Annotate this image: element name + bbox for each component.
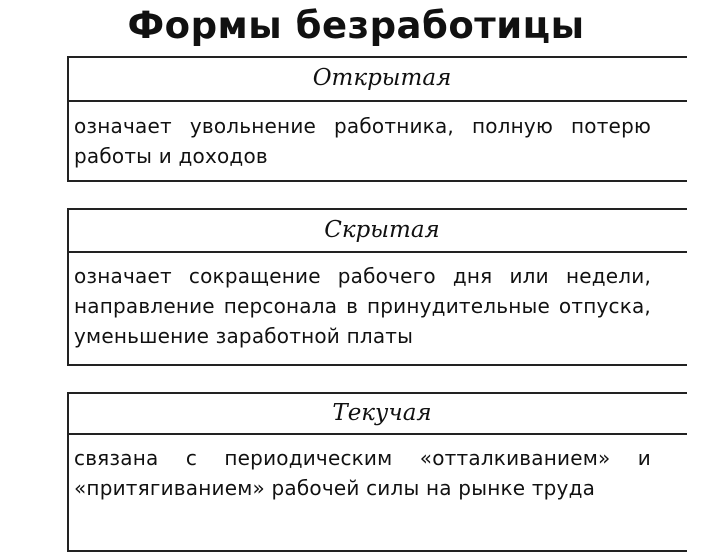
page-title: Формы безработицы: [127, 4, 585, 47]
form-name-hidden: Скрытая: [69, 210, 687, 253]
form-block-open: [67, 56, 687, 182]
form-name-fluid: Текучая: [69, 394, 687, 435]
form-block-hidden: [67, 208, 687, 366]
form-block-fluid: [67, 392, 687, 552]
form-description-fluid: связана с периодическим «отталкиванием» и «притягиванием» рабочей силы на рынке труда: [74, 446, 651, 500]
form-description-open: означает увольнение работника, полную потерю работы и доходов: [74, 114, 651, 168]
form-name-open: Открытая: [69, 58, 687, 102]
form-description-hidden: означает сокращение рабочего дня или недели, направление персонала в принудительные отпуска, уменьшение заработной платы: [74, 264, 651, 348]
